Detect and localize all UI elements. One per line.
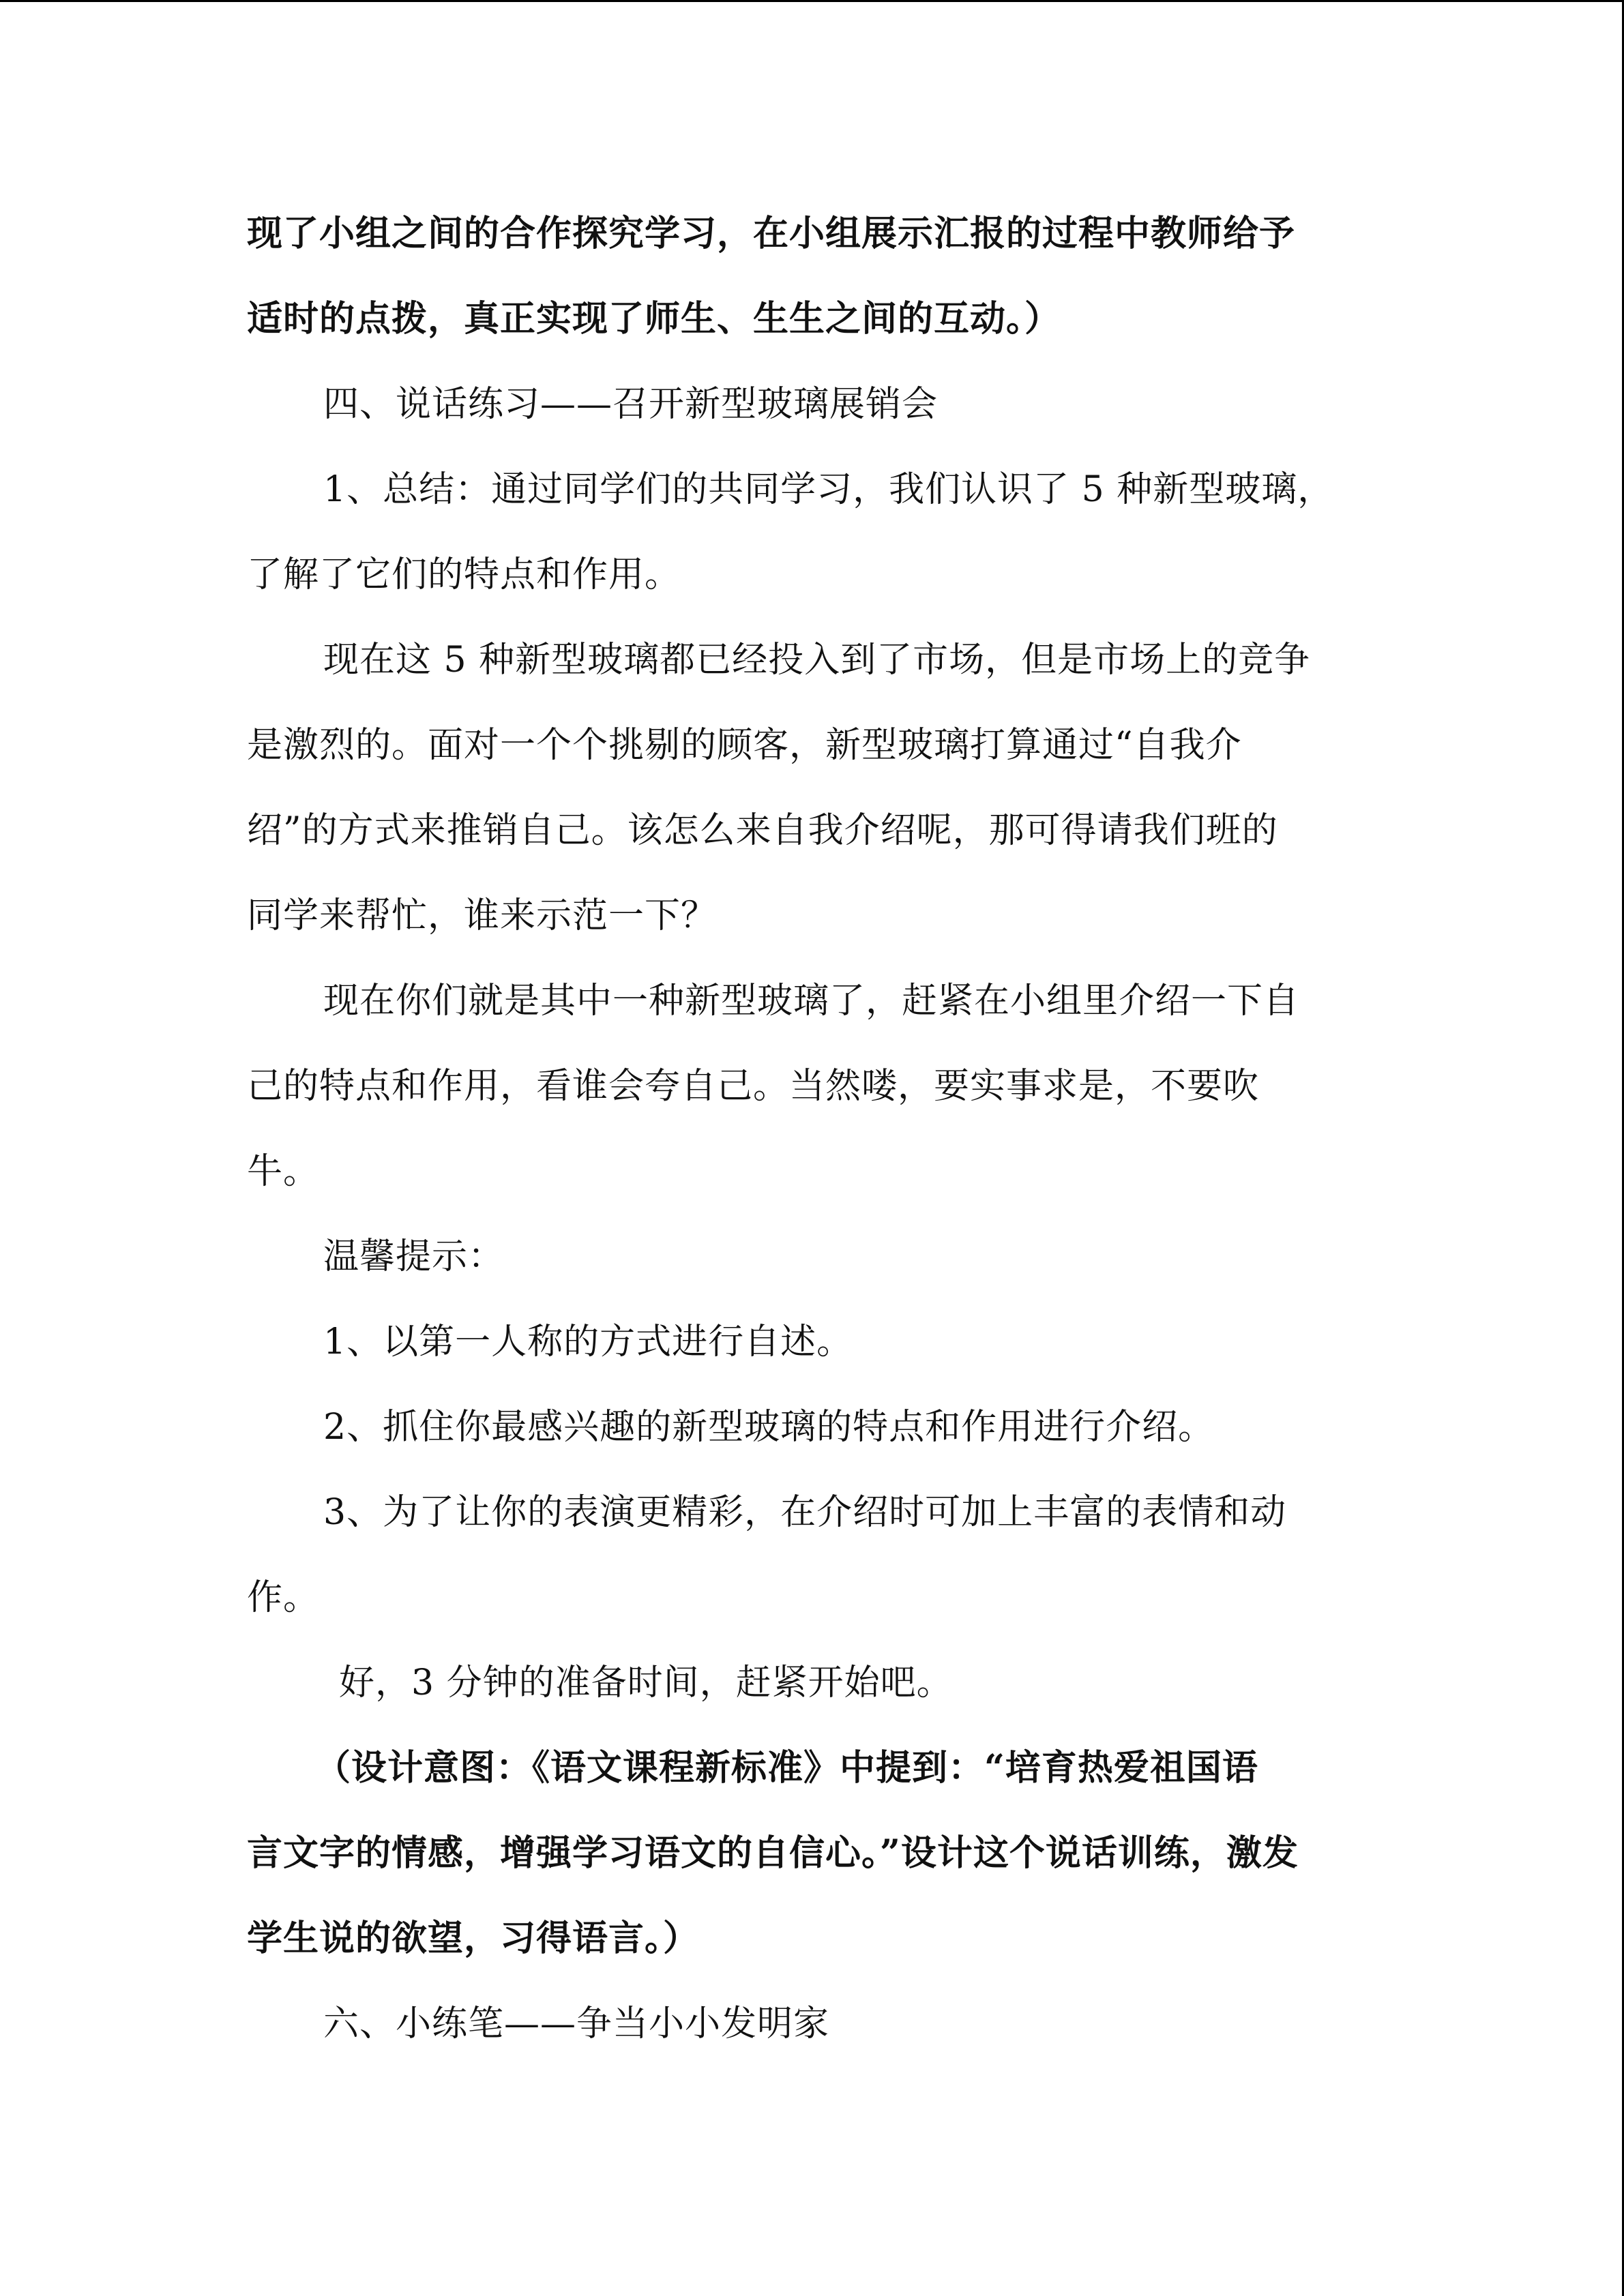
- tips-heading: 温馨提示：: [323, 1236, 505, 1277]
- tip-1: 1、以第一人称的方式进行自述。: [323, 1322, 853, 1362]
- page-border-top: [0, 0, 1624, 2]
- prep-time-line: 好，3 分钟的准备时间，赶紧开始吧。: [339, 1663, 953, 1703]
- summary-line-2: 了解了它们的特点和作用。: [247, 554, 681, 595]
- market-line-3: 绍”的方式来推销自己。该怎么来自我介绍呢，那可得请我们班的: [247, 810, 1278, 851]
- tip-2: 2、抓住你最感兴趣的新型玻璃的特点和作用进行介绍。: [323, 1407, 1215, 1448]
- design-intent-line-1: （设计意图：《语文课程新标准》中提到：“培育热爱祖国语: [315, 1747, 1258, 1789]
- roleplay-line-1: 现在你们就是其中一种新型玻璃了，赶紧在小组里介绍一下自: [323, 981, 1300, 1022]
- tip-3-line-1: 3、为了让你的表演更精彩，在介绍时可加上丰富的表情和动: [323, 1492, 1287, 1533]
- section-6-heading: 六、小练笔——争当小小发明家: [323, 2003, 830, 2044]
- roleplay-line-3: 牛。: [247, 1151, 320, 1192]
- market-line-4: 同学来帮忙，谁来示范一下？: [247, 895, 718, 936]
- design-intent-line-2: 言文字的情感，增强学习语文的自信心。”设计这个说话训练，激发: [247, 1832, 1299, 1874]
- design-note-line-2: 适时的点拨，真正实现了师生、生生之间的互动。）: [247, 298, 1061, 340]
- roleplay-line-2: 己的特点和作用，看谁会夸自己。当然喽，要实事求是，不要吹: [247, 1066, 1260, 1107]
- market-line-1: 现在这 5 种新型玻璃都已经投入到了市场，但是市场上的竞争: [323, 640, 1311, 681]
- market-line-2: 是激烈的。面对一个个挑剔的顾客，新型玻璃打算通过“自我介: [247, 725, 1242, 766]
- design-intent-line-3: 学生说的欲望，习得语言。）: [247, 1918, 700, 1959]
- section-4-heading: 四、说话练习——召开新型玻璃展销会: [323, 384, 939, 425]
- design-note-line-1: 现了小组之间的合作探究学习，在小组展示汇报的过程中教师给予: [247, 213, 1296, 254]
- summary-line-1: 1、总结：通过同学们的共同学习，我们认识了 5 种新型玻璃，: [323, 469, 1334, 510]
- tip-3-line-2: 作。: [247, 1577, 320, 1618]
